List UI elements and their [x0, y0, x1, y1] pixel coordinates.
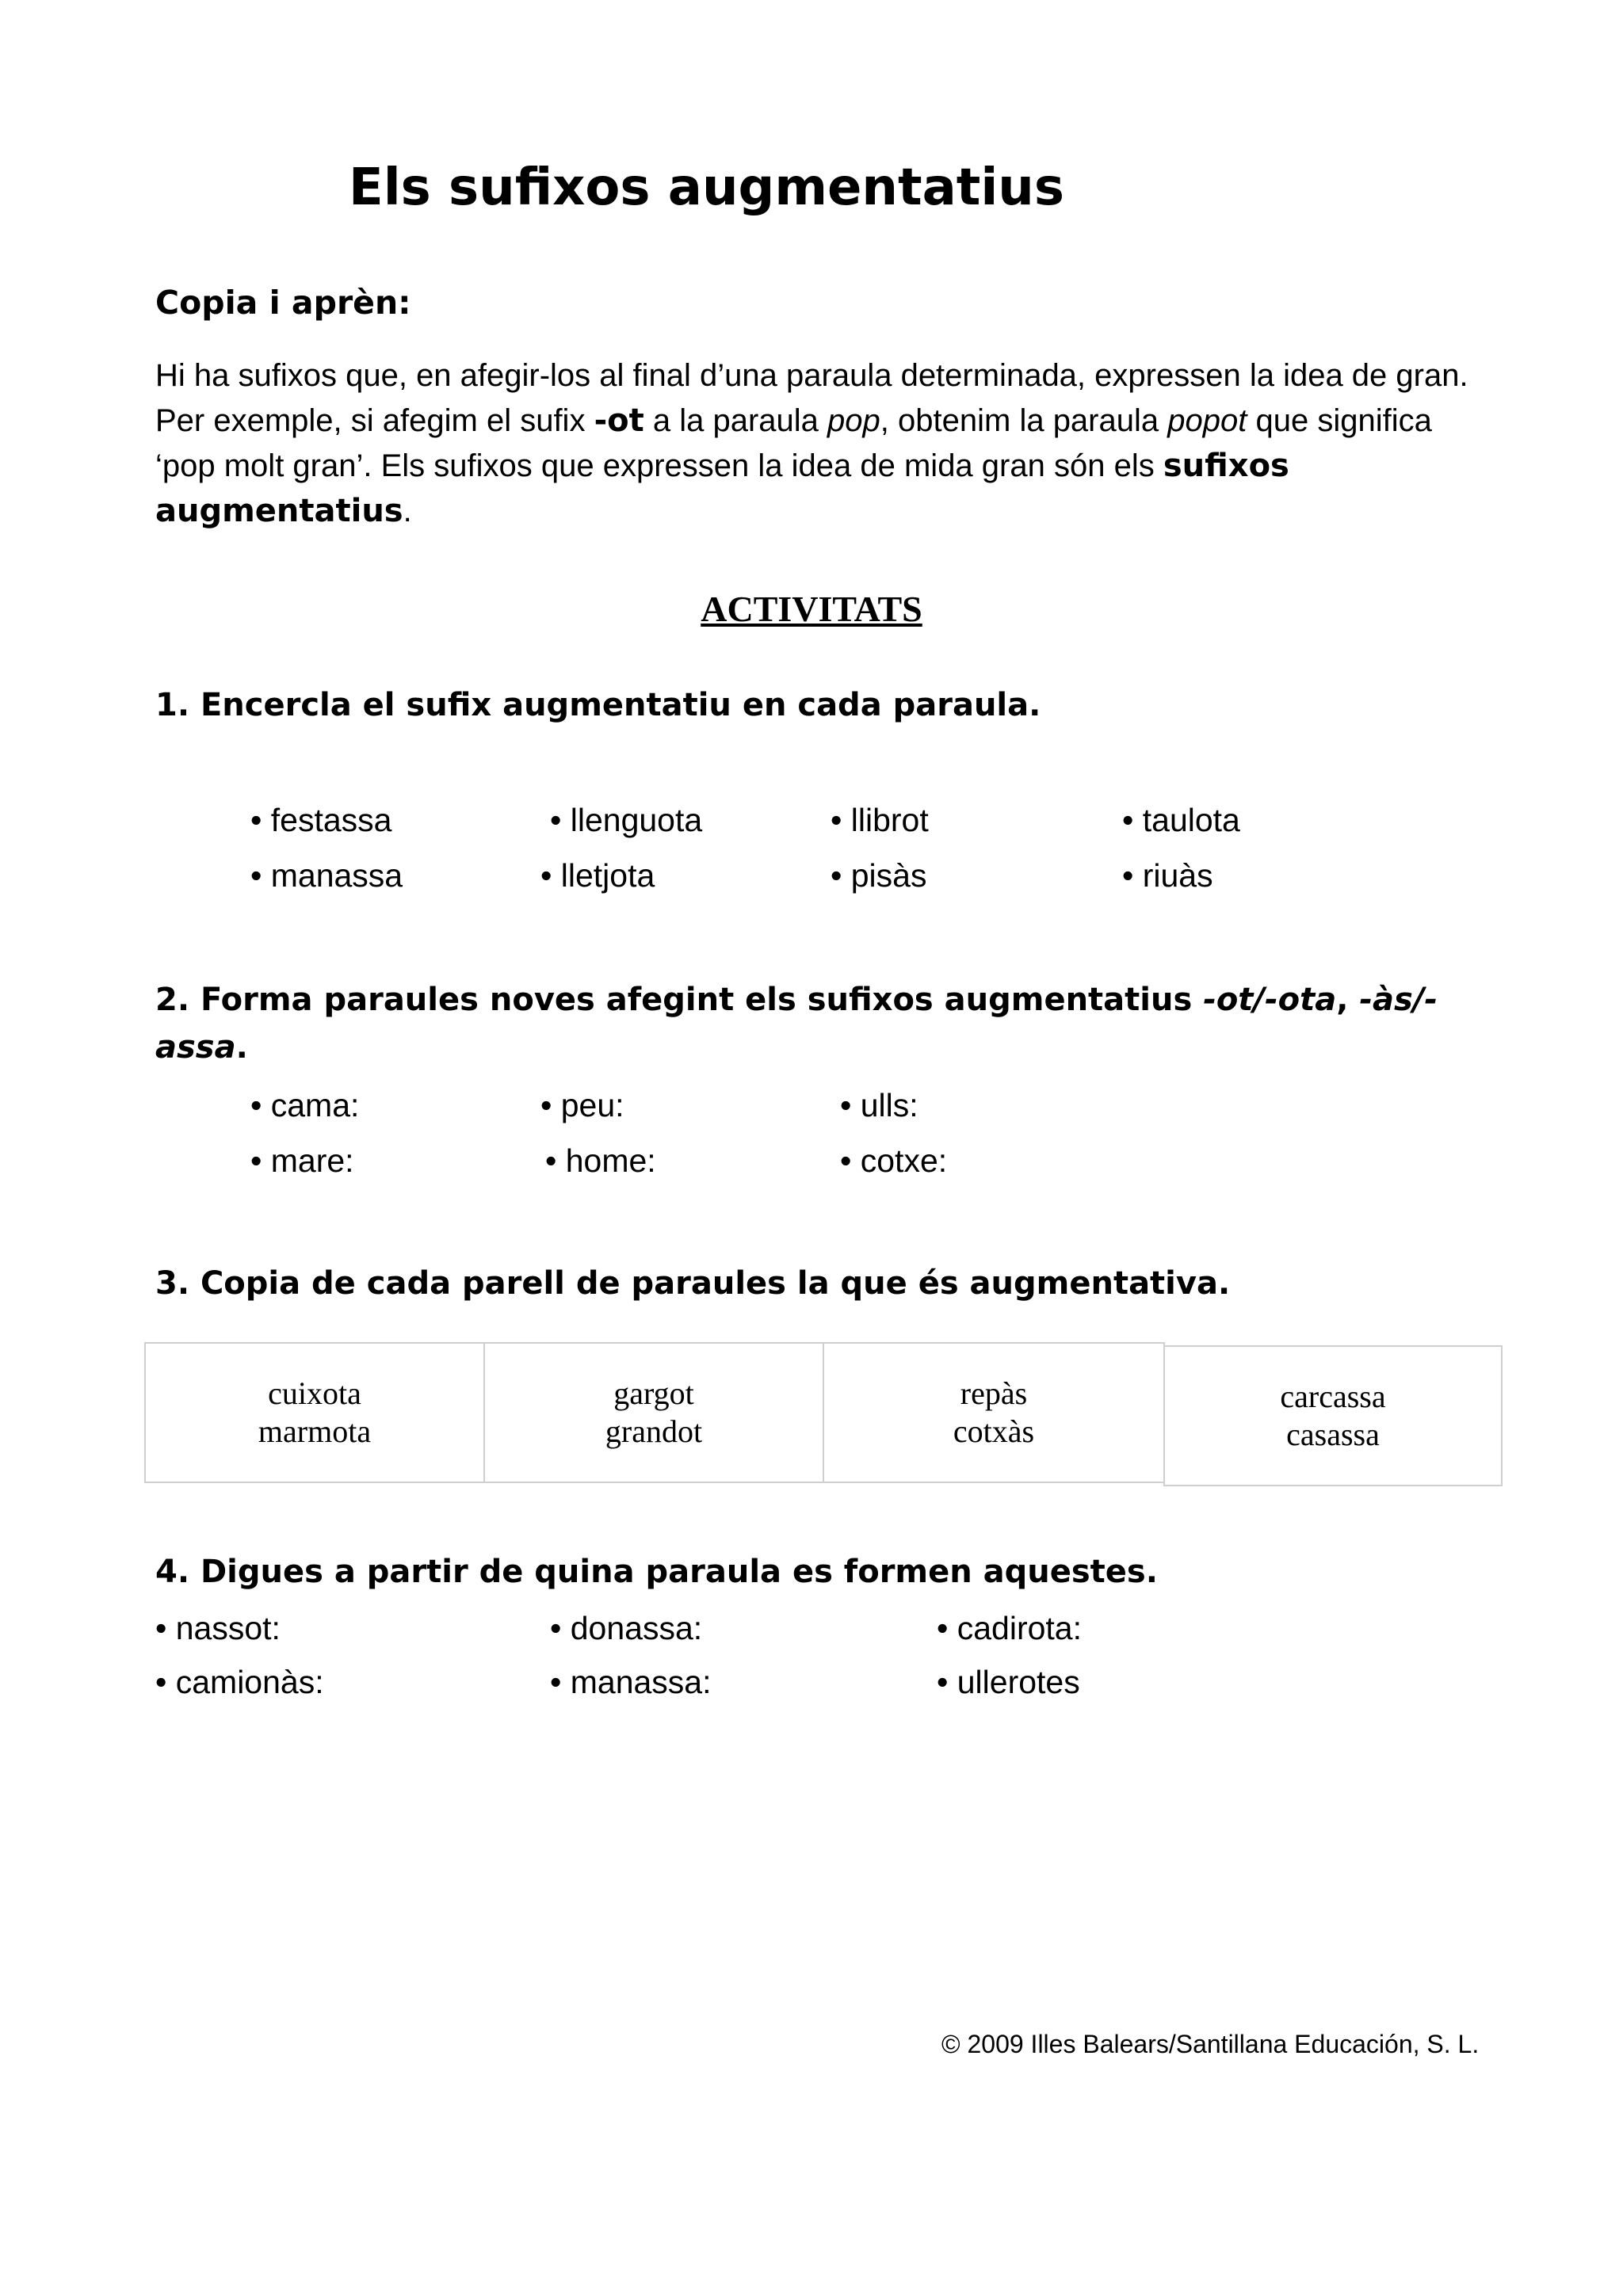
q2-word: • cama: — [250, 1087, 360, 1123]
word-pair-b: casassa — [1286, 1417, 1380, 1452]
activities-title: ACTIVITATS — [701, 589, 922, 629]
intro-text-3: , obtenim la paraula — [880, 403, 1168, 438]
intro-word-popot: popot — [1167, 403, 1247, 438]
word-pair-a: carcassa — [1280, 1379, 1386, 1414]
intro-term: sufixos augmentatius — [155, 448, 1289, 529]
q1-word: • pisàs — [831, 857, 927, 894]
q2-suffix-as: -às/-assa — [155, 982, 1438, 1066]
q1-word: • manassa — [250, 857, 403, 894]
page-title: Els sufixos augmentatius — [349, 158, 1064, 217]
word-pair-cell — [1163, 1345, 1503, 1486]
q1-word: • lletjota — [540, 857, 655, 894]
q1-heading: 1. Encercla el sufix augmentatiu en cada paraula. — [155, 687, 1041, 723]
intro-suffix: -ot — [594, 402, 644, 439]
q3-heading: 3. Copia de cada parell de paraules la que és augmentativa. — [155, 1265, 1231, 1302]
copy-heading: Copia i aprèn: — [155, 284, 411, 322]
q2-word: • mare: — [250, 1142, 354, 1179]
intro-text-4: que significa ‘pop molt gran’. Els sufixos que expressen la idea de mida gran són els — [155, 403, 1432, 483]
q2-word: • ulls: — [840, 1087, 918, 1123]
word-pair-a: cuixota — [268, 1375, 361, 1411]
q4-word: • manassa: — [550, 1664, 712, 1700]
word-pair-b: grandot — [605, 1413, 703, 1449]
intro-text-5: . — [403, 494, 412, 528]
word-pair-a: gargot — [613, 1375, 694, 1411]
intro-word-pop: pop — [827, 403, 880, 438]
word-pair-b: marmota — [258, 1413, 372, 1449]
q4-word: • donassa: — [550, 1610, 703, 1646]
q1-word: • llibrot — [831, 802, 929, 838]
q2-word: • cotxe: — [840, 1142, 948, 1179]
q2-word: • peu: — [540, 1087, 624, 1123]
word-pair-cell — [823, 1342, 1165, 1483]
word-pair-a: repàs — [960, 1375, 1028, 1411]
intro-paragraph — [155, 353, 1487, 534]
word-pair-cell — [483, 1342, 824, 1483]
q2-suffix-ot: -ot/-ota — [1203, 982, 1337, 1018]
q4-heading: 4. Digues a partir de quina paraula es formen aquestes. — [155, 1554, 1158, 1590]
word-pairs-table — [144, 1342, 1503, 1485]
q1-word: • taulota — [1122, 802, 1240, 838]
q2-word: • home: — [545, 1142, 656, 1179]
q2-period: . — [235, 1029, 248, 1066]
q4-word: • camionàs: — [155, 1664, 324, 1700]
q4-word: • cadirota: — [937, 1610, 1082, 1646]
q4-word: • ullerotes — [937, 1664, 1080, 1700]
word-pair-cell — [144, 1342, 485, 1483]
copyright-footer: © 2009 Illes Balears/Santillana Educación, S. L. — [941, 2030, 1480, 2058]
q1-word: • festassa — [250, 802, 392, 838]
q2-heading — [155, 976, 1439, 1071]
q1-word: • riuàs — [1122, 857, 1213, 894]
intro-text-1: Hi ha sufixos que, en afegir-los al final d’una paraula determinada, expressen la idea de gran. Per exemple, si afegim el sufix — [155, 358, 1468, 438]
q2-separator: , — [1336, 982, 1360, 1018]
q4-word: • nassot: — [155, 1610, 281, 1646]
word-pair-b: cotxàs — [953, 1413, 1035, 1449]
intro-text-2: a la paraula — [643, 403, 828, 438]
q2-heading-text: 2. Forma paraules noves afegint els sufixos augmentatius — [155, 982, 1204, 1018]
q1-word: • llenguota — [550, 802, 703, 838]
